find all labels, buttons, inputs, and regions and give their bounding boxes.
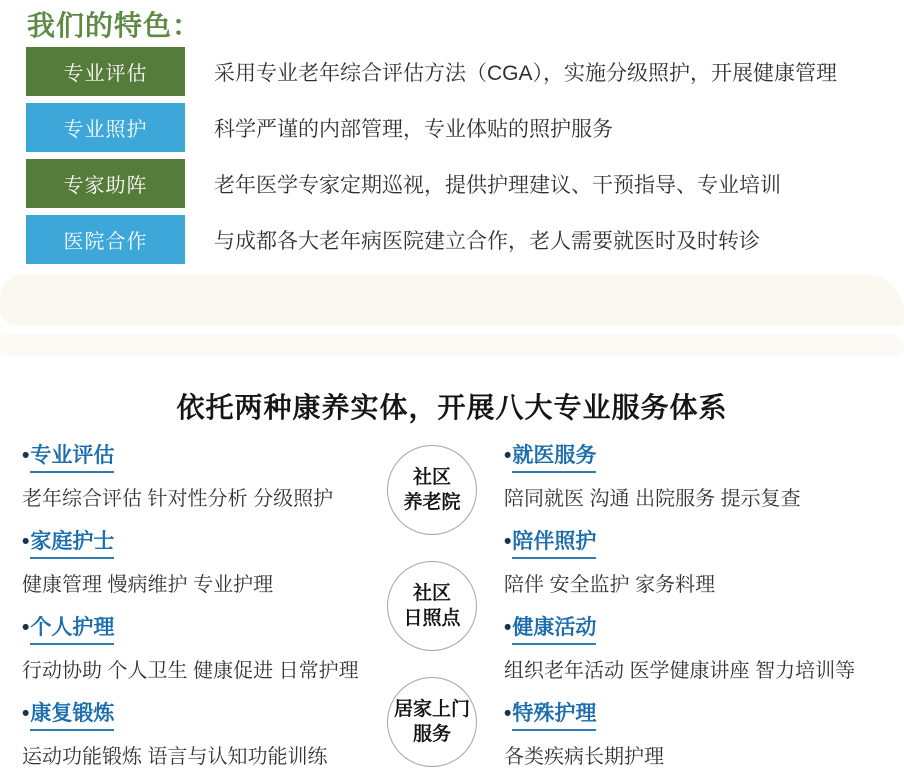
cream-band [0, 334, 904, 356]
service-item [504, 615, 902, 683]
cream-band [0, 274, 904, 326]
service-item [22, 443, 382, 511]
service-description: 组织老年活动 医学健康讲座 智力培训等 [504, 660, 856, 682]
services-right-column [504, 443, 902, 782]
service-description: 陪伴 安全监护 家务料理 [504, 574, 716, 596]
feature-tag: 医院合作 [26, 215, 185, 264]
service-title-link[interactable]: 就医服务 [512, 443, 596, 473]
feature-row [26, 47, 888, 96]
service-title [504, 615, 902, 645]
service-title-link[interactable]: 个人护理 [30, 615, 114, 645]
bullet-icon: • [22, 616, 30, 639]
service-item [504, 529, 902, 597]
feature-tag: 专业照护 [26, 103, 185, 152]
entity-circles [387, 445, 477, 782]
service-title [22, 701, 382, 731]
bullet-icon: • [504, 616, 512, 639]
service-title-link[interactable]: 特殊护理 [512, 701, 596, 731]
entity-line: 日照点 [403, 608, 461, 629]
service-description: 行动协助 个人卫生 健康促进 日常护理 [22, 660, 359, 682]
services-heading: 依托两种康养实体，开展八大专业服务体系 [176, 392, 728, 423]
services-section [0, 440, 904, 782]
feature-row [26, 103, 888, 152]
entity-line: 服务 [412, 724, 451, 745]
feature-row [26, 215, 888, 264]
bullet-icon: • [504, 444, 512, 467]
feature-tag: 专业评估 [26, 47, 185, 96]
service-description: 陪同就医 沟通 出院服务 提示复查 [504, 488, 801, 510]
service-item [504, 701, 902, 769]
service-title-link[interactable]: 陪伴照护 [512, 529, 596, 559]
service-title-link[interactable]: 康复锻炼 [30, 701, 114, 731]
service-title [22, 529, 382, 559]
bullet-icon: • [22, 530, 30, 553]
features-title: 我们的特色： [27, 10, 202, 41]
service-title [22, 443, 382, 473]
feature-description: 采用专业老年综合评估方法（CGA），实施分级照护，开展健康管理 [214, 61, 838, 85]
features-list [26, 47, 888, 271]
service-item [22, 529, 382, 597]
bullet-icon: • [22, 444, 30, 467]
feature-row [26, 159, 888, 208]
service-description: 老年综合评估 针对性分析 分级照护 [22, 488, 334, 510]
entity-line: 养老院 [403, 492, 461, 513]
bullet-icon: • [504, 530, 512, 553]
feature-description: 老年医学专家定期巡视，提供护理建议、干预指导、专业培训 [214, 173, 781, 197]
feature-description: 与成都各大老年病医院建立合作，老人需要就医时及时转诊 [214, 229, 760, 253]
entity-circle [387, 445, 477, 535]
feature-description: 科学严谨的内部管理，专业体贴的照护服务 [214, 117, 613, 141]
bullet-icon: • [504, 702, 512, 725]
service-item [22, 615, 382, 683]
entity-circle [387, 677, 477, 767]
service-description: 运动功能锻炼 语言与认知功能训练 [22, 746, 328, 768]
entity-line: 社区 [412, 467, 451, 488]
services-left-column [22, 443, 382, 782]
service-title [504, 701, 902, 731]
service-item [504, 443, 902, 511]
service-title-link[interactable]: 健康活动 [512, 615, 596, 645]
entity-line: 社区 [412, 583, 451, 604]
bullet-icon: • [22, 702, 30, 725]
service-description: 各类疾病长期护理 [504, 746, 664, 768]
entity-line: 居家上门 [393, 699, 470, 720]
service-title-link[interactable]: 专业评估 [30, 443, 114, 473]
service-title [504, 529, 902, 559]
service-description: 健康管理 慢病维护 专业护理 [22, 574, 274, 596]
feature-tag: 专家助阵 [26, 159, 185, 208]
service-title-link[interactable]: 家庭护士 [30, 529, 114, 559]
service-title [504, 443, 902, 473]
service-title [22, 615, 382, 645]
service-item [22, 701, 382, 769]
entity-circle [387, 561, 477, 651]
